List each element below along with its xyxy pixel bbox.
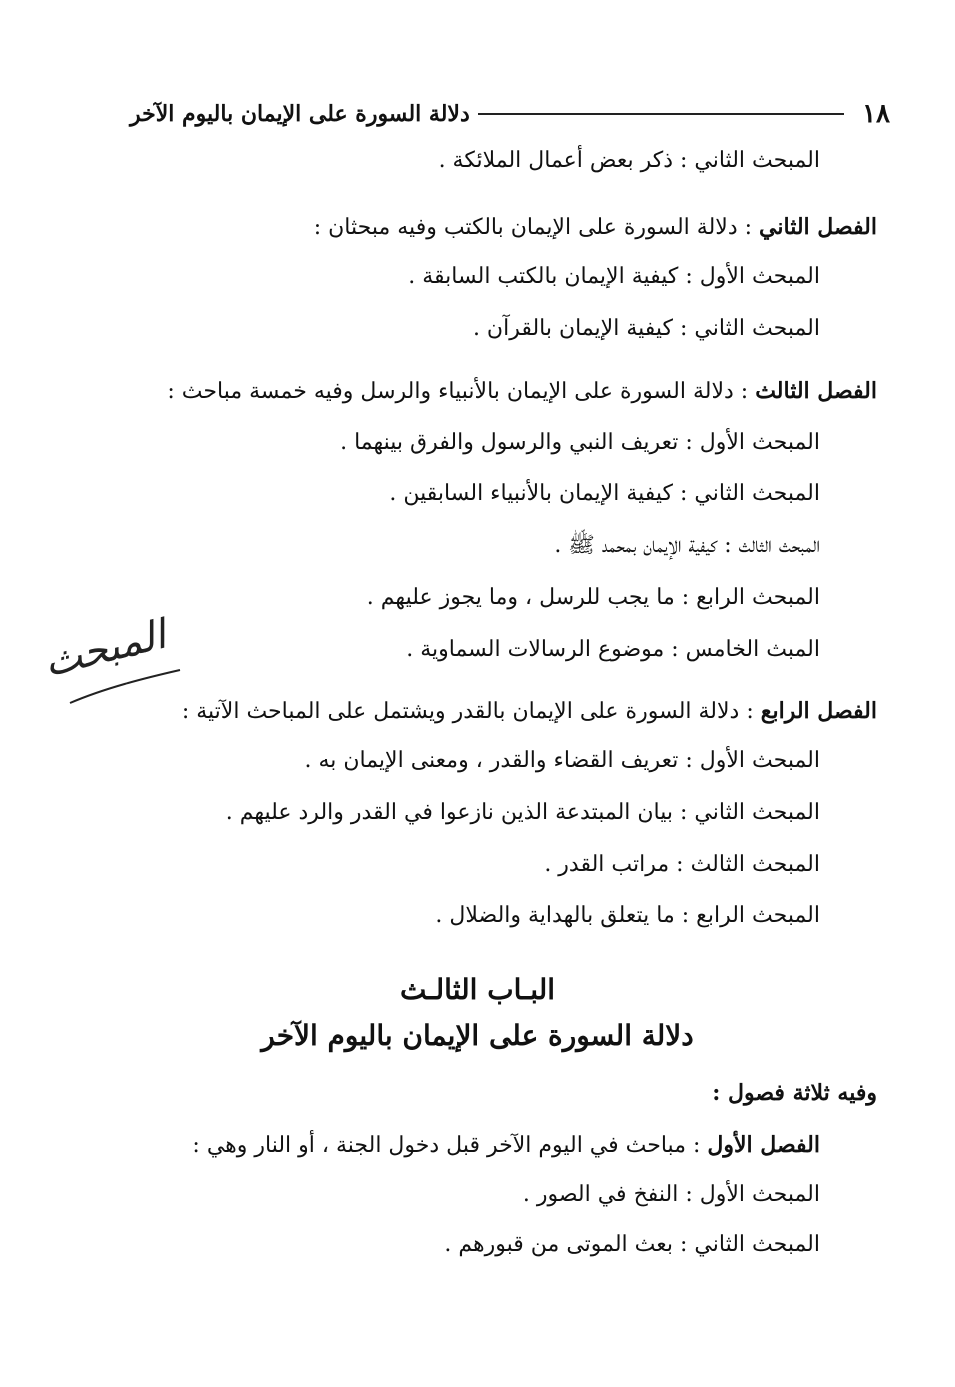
outline-line: المبحث الثاني : ذكر بعض أعمال الملائكة . <box>438 148 820 173</box>
header-title: دلالة السورة على الإيمان باليوم الآخر <box>130 101 470 127</box>
chapter-line <box>314 212 877 244</box>
outline-line: المبحث الأول : كيفية الإيمان بالكتب السابقة . <box>408 264 820 289</box>
section-intro: وفيه ثلاثة فصول : <box>712 1080 877 1106</box>
outline-line: المبحث الثالث : مراتب القدر . <box>544 852 820 877</box>
chapter-label: الفصل الثالث <box>755 378 877 404</box>
chapter-text: : دلالة السورة على الإيمان بالكتب وفيه مبحثان : <box>313 215 760 240</box>
section-subheading: دلالة السورة على الإيمان باليوم الآخر <box>261 1019 694 1052</box>
outline-line: المبحث الرابع : ما يجب للرسل ، وما يجوز عليهم . <box>366 585 820 610</box>
chapter-line <box>182 696 877 728</box>
handwritten-margin-note <box>25 608 185 718</box>
section-heading: البـاب الثالـث <box>399 973 556 1006</box>
outline-line: المبحث الثالث : كيفية الإيمان بمحمد ﷺ . <box>554 533 820 558</box>
outline-line: المبحث الأول : تعريف القضاء والقدر ، ومعنى الإيمان به . <box>304 748 820 773</box>
outline-line: المبحث الثاني : كيفية الإيمان بالقرآن . <box>472 316 820 341</box>
chapter-line <box>192 1130 820 1162</box>
chapter-text: : دلالة السورة على الإيمان بالأنبياء والرسل وفيه خمسة مباحث : <box>167 379 756 404</box>
outline-line: المبحث الأول : تعريف النبي والرسول والفرق بينهما . <box>340 430 820 455</box>
chapter-label: الفصل الرابع <box>760 698 877 724</box>
page-number: ١٨ <box>862 99 890 129</box>
margin-note-text: المبحث <box>39 611 171 687</box>
chapter-text: : دلالة السورة على الإيمان بالقدر ويشتمل على المباحث الآتية : <box>181 699 761 724</box>
outline-line: المبحث الثاني : بعث الموتى من قبورهم . <box>444 1232 820 1257</box>
outline-line: المبحث الثاني : كيفية الإيمان بالأنبياء السابقين . <box>389 481 820 506</box>
chapter-label: الفصل الأول <box>707 1132 820 1158</box>
outline-line: المبحث الرابع : ما يتعلق بالهداية والضلال . <box>435 903 820 928</box>
header-rule <box>478 113 844 115</box>
chapter-label: الفصل الثاني <box>759 214 877 240</box>
chapter-line <box>167 376 877 408</box>
chapter-text: : مباحث في اليوم الآخر قبل دخول الجنة ، أو النار وهي : <box>192 1133 708 1158</box>
outline-line: المبث الخامس : موضوع الرسالات السماوية . <box>406 637 820 662</box>
margin-note-stroke-icon <box>25 608 185 718</box>
outline-line: المبحث الثاني : بيان المبتدعة الذين نازعوا في القدر والرد عليهم . <box>225 800 820 825</box>
running-header <box>130 96 890 132</box>
outline-line: المبحث الأول : النفخ في الصور . <box>522 1182 820 1207</box>
